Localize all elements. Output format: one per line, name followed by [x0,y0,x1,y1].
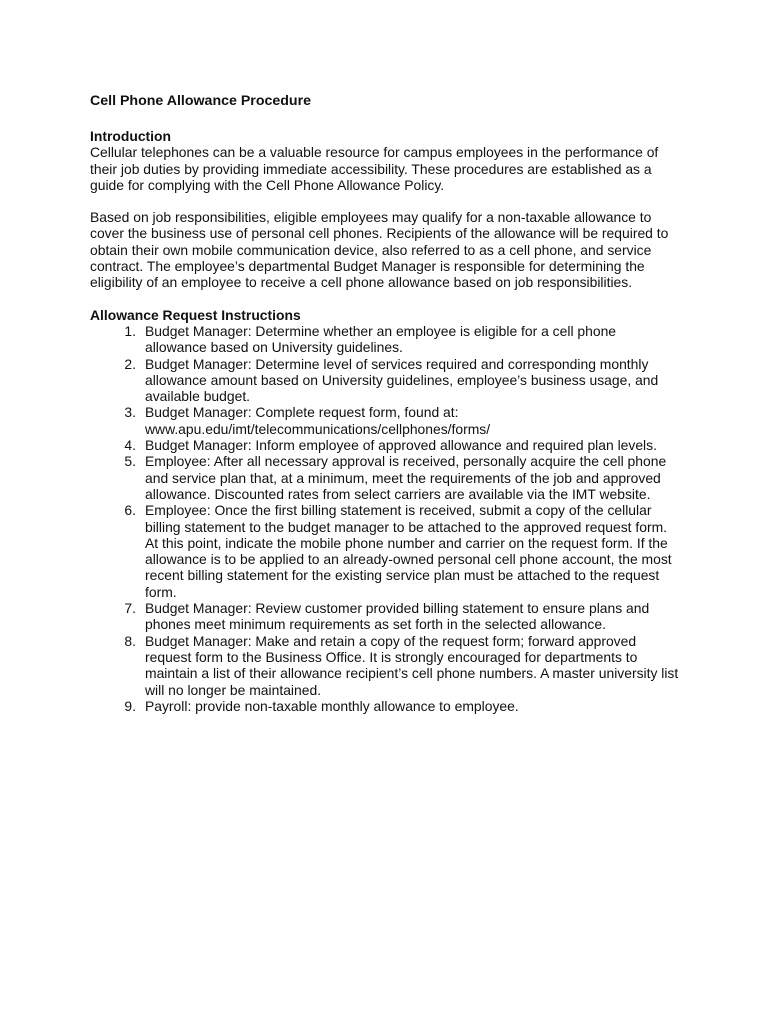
introduction-paragraph-1: Cellular telephones can be a valuable resource for campus employees in the performance of their job duties by providing immediate accessibility. These procedures are established as a guide for complying with the Cell Phone Allowance Policy. [90,144,659,193]
document-page [90,93,680,714]
step-text: Budget Manager: Make and retain a copy of the request form; forward approved request form to the Business Office. It is strongly encouraged for departments to maintain a list of their allowance recipient’s cell phone numbers. A master university list will no longer be maintained. [145,632,679,698]
introduction-paragraph-2: Based on job responsibilities, eligible employees may qualify for a non-taxable allowance to cover the business use of personal cell phones. Recipients of the allowance will be required to obtain their own mobile communication device, also referred to as a cell phone, and service contract. The employee’s departmental Budget Manager is responsible for determining the eligibility of an employee to receive a cell phone allowance based on job responsibilities. [90,209,669,291]
instructions-heading: Allowance Request Instructions [90,306,301,323]
list-item [90,600,680,633]
list-item [90,404,680,437]
step-text: Employee: After all necessary approval is received, personally acquire the cell phone and service plan that, at a minimum, meet the requirements of the job and approved allowance. Discounted rates from select carriers are available via the IMT website. [145,453,667,502]
step-number: 1. [124,322,136,339]
instructions-list [90,323,680,714]
step-text: Budget Manager: Complete request form, found at: www.apu.edu/imt/telecommunications/cellphones/forms/ [145,404,491,437]
list-item [90,356,680,405]
list-item [90,453,680,502]
step-text: Employee: Once the first billing statement is received, submit a copy of the cellular billing statement to the budget manager to be attached to the approved request form. At this point, indicate the mobile phone number and carrier on the request form. If the allowance is to be applied to an already-owned personal cell phone account, the most recent billing statement for the existing service plan must be attached to the request form. [145,502,672,600]
list-item [90,323,680,356]
document-title: Cell Phone Allowance Procedure [90,93,312,109]
list-item [90,502,680,600]
step-text: Payroll: provide non-taxable monthly allowance to employee. [145,697,519,714]
step-number: 5. [124,453,136,470]
step-number: 9. [124,697,136,714]
step-text: Budget Manager: Determine whether an employee is eligible for a cell phone allowance based on University guidelines. [145,322,617,356]
step-number: 4. [124,437,136,454]
introduction-heading: Introduction [90,128,172,144]
list-item [90,437,680,453]
step-number: 2. [124,355,136,372]
list-item [90,698,680,714]
step-number: 6. [124,502,136,519]
list-item [90,633,680,698]
step-text: Budget Manager: Determine level of services required and corresponding monthly allowance amount based on University guidelines, employee’s business usage, and available budget. [145,355,659,405]
step-number: 3. [124,404,136,421]
step-text: Budget Manager: Inform employee of approved allowance and required plan levels. [145,437,657,454]
step-number: 8. [124,632,136,649]
step-text: Budget Manager: Review customer provided billing statement to ensure plans and phones meet minimum requirements as set forth in the selected allowance. [145,600,650,633]
step-number: 7. [124,600,136,617]
